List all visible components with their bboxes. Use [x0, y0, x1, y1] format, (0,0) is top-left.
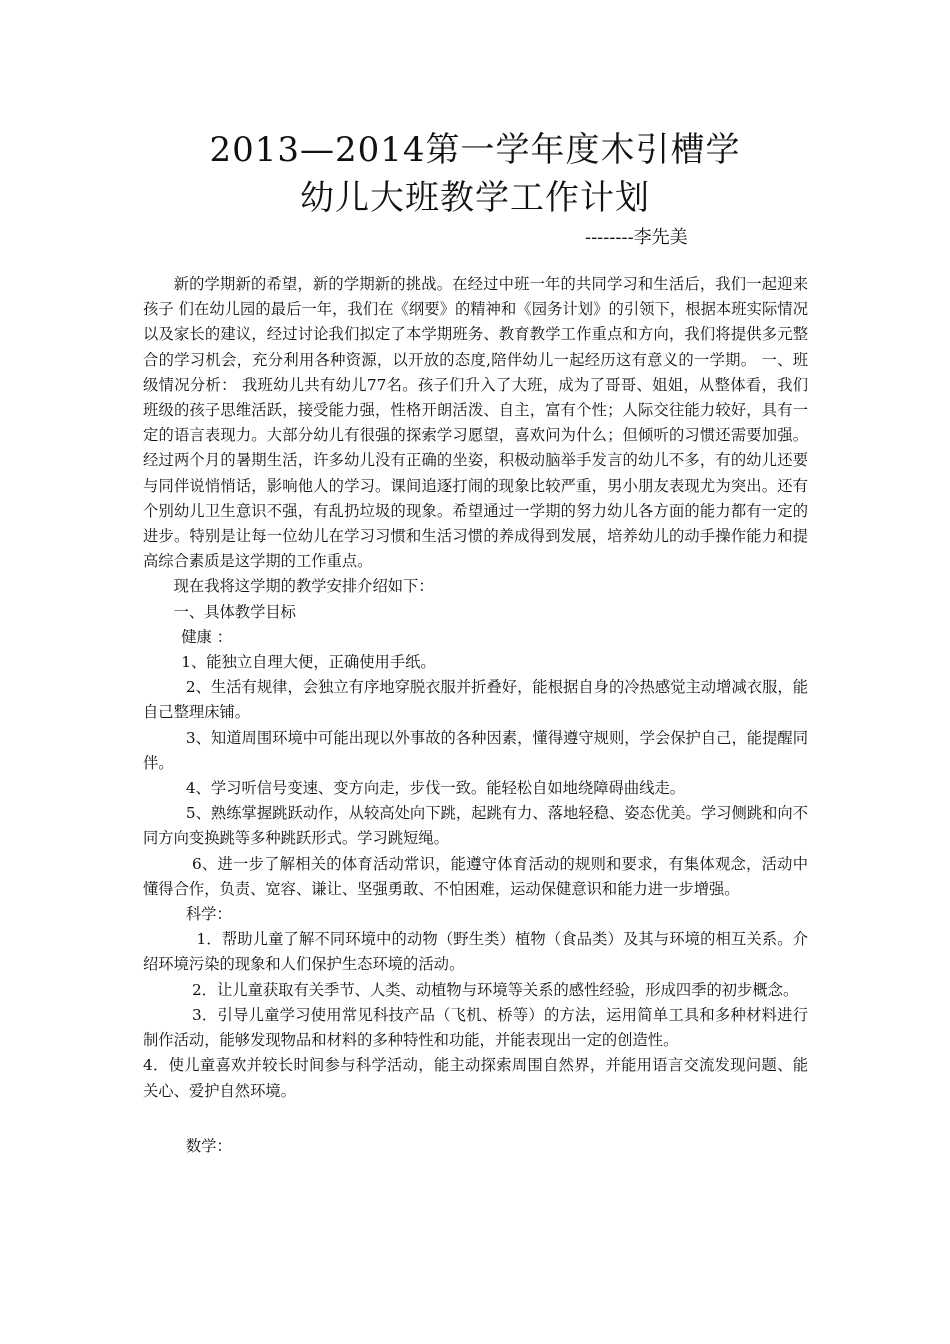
- document-title-line1: 2013—2014第一学年度木引槽学: [209, 130, 741, 170]
- intro-paragraph: 新的学期新的希望，新的学期新的挑战。在经过中班一年的共同学习和生活后，我们一起迎来孩子 们在幼儿园的最后一年，我们在《纲要》的精神和《园务计划》的引领下，根据本班实际情况以及家长的建议，经过讨论我们拟定了本学期班务、教育教学工作重点和方向，我们将提供多元整合的学习机会，充分利用各种资源，以开放的态度,陪伴幼儿一起经历这有意义的一学期。 一、班级情况分析： 我班幼儿共有幼儿77名。孩子们升入了大班，成为了哥哥、姐姐，从整体看，我们班级的孩子思维活跃，接受能力强，性格开朗活泼、自主，富有个性；人际交往能力较好，具有一定的语言表现力。大部分幼儿有很强的探索学习愿望，喜欢问为什么；但倾听的习惯还需要加强。经过两个月的暑期生活，许多幼儿没有正确的坐姿，积极动脑举手发言的幼儿不多，有的幼儿还要与同伴说悄悄话，影响他人的学习。课间追逐打闹的现象比较严重，男小朋友表现尤为突出。还有个别幼儿卫生意识不强，有乱扔垃圾的现象。希望通过一学期的努力幼儿各方面的能力都有一定的进步。特别是让每一位幼儿在学习习惯和生活习惯的养成得到发展，培养幼儿的动手操作能力和提高综合素质是这学期的工作重点。: [143, 275, 808, 571]
- health-item-2: 2、生活有规律，会独立有序地穿脱衣服并折叠好，能根据自身的冷热感觉主动增减衣服，能自己整理床铺。: [143, 678, 808, 722]
- science-item-2: 2．让儿童获取有关季节、人类、动植物与环境等关系的感性经验，形成四季的初步概念。: [191, 980, 799, 999]
- health-item-5: 5、熟练掌握跳跃动作，从较高处向下跳，起跳有力、落地轻稳、姿态优美。学习侧跳和向不同方向变换跳等多种跳跃形式。学习跳短绳。: [143, 804, 808, 848]
- health-item-1: 1、能独立自理大便，正确使用手纸。: [181, 653, 436, 672]
- document-title-line2: 幼儿大班教学工作计划: [300, 178, 650, 218]
- author-line: --------李先美: [585, 227, 688, 248]
- arrangement-intro: 现在我将这学期的教学安排介绍如下：: [173, 577, 434, 596]
- science-item-3: 3．引导儿童学习使用常见科技产品（飞机、桥等）的方法，运用简单工具和多种材料进行制作活动，能够发现物品和材料的多种特性和功能，并能表现出一定的创造性。: [143, 1005, 808, 1050]
- document-body: [143, 272, 808, 1159]
- health-item-3: 3、知道周围环境中可能出现以外事故的各种因素，懂得遵守规则，学会保护自己，能提醒同伴。: [143, 728, 808, 772]
- health-item-4: 4、学习听信号变速、变方向走，步伐一致。能轻松自如地绕障碍曲线走。: [185, 779, 686, 798]
- health-heading: 健康 ：: [181, 627, 233, 646]
- spacer: [143, 1104, 808, 1134]
- science-item-4: 4．使儿童喜欢并较长时间参与科学活动，能主动探索周围自然界，并能用语言交流发现问题、能关心、爱护自然环境。: [143, 1056, 808, 1100]
- health-item-6: 6、进一步了解相关的体育活动常识，能遵守体育活动的规则和要求，有集体观念，活动中懂得合作，负责、宽容、谦让、坚强勇敢、不怕困难，运动保健意识和能力进一步增强。: [143, 854, 808, 898]
- math-heading: 数学：: [185, 1136, 232, 1155]
- science-heading: 科学：: [185, 905, 232, 924]
- section-heading-goals: 一、具体教学目标: [173, 602, 296, 621]
- science-item-1: 1．帮助儿童了解不同环境中的动物（野生类）植物（食品类）及其与环境的相互关系。介绍环境污染的现象和人们保护生态环境的活动。: [143, 930, 808, 974]
